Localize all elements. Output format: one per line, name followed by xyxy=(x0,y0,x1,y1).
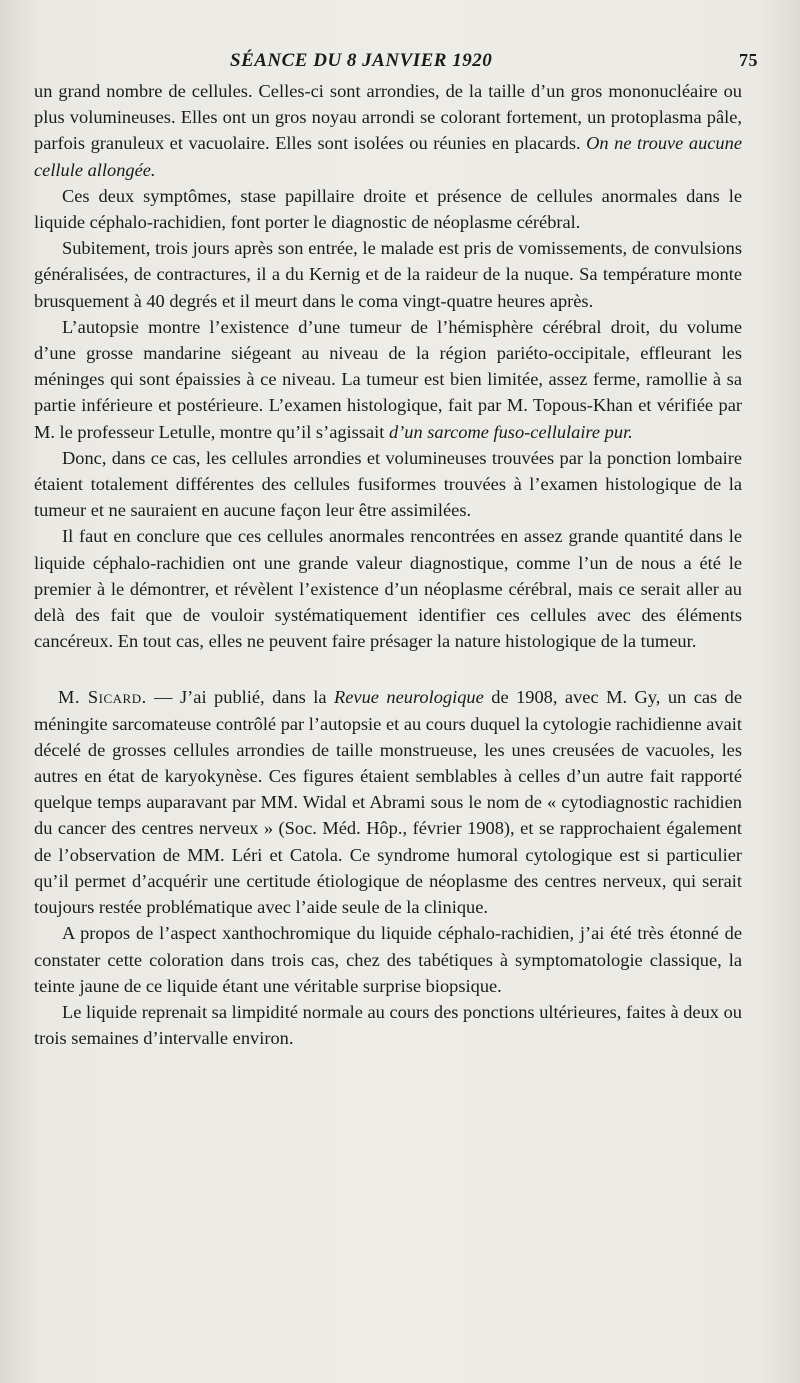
paragraph-cells-description xyxy=(34,78,742,183)
paragraph-text: A propos de l’aspect xanthochromique du liquide céphalo-rachidien, j’ai été très étonné de constater cette coloration dans trois cas, chez des tabétiques à symptomatologie classique, la teinte jaune de ce liquide étant une véritable surprise biopsique. xyxy=(34,923,742,996)
paragraph-text: — J’ai publié, dans la xyxy=(146,687,335,708)
speaker-name: M. Sicard. xyxy=(58,687,147,708)
paragraph-italic: On ne trouve aucune cellule allongée. xyxy=(34,133,742,180)
journal-title: Revue neurologique xyxy=(334,687,484,708)
paragraph-italic: d’un sarcome fuso-cellulaire pur. xyxy=(388,421,633,442)
page-header xyxy=(34,46,758,78)
paragraph-limpidity xyxy=(34,999,742,1051)
paragraph-text: Ces deux symptômes, stase papillaire droite et présence de cellules anormales dans le liquide céphalo-rachidien, font porter le diagnostic de néoplasme cérébral. xyxy=(34,185,742,233)
body-text xyxy=(34,78,742,1051)
paragraph-conclusion xyxy=(34,523,742,654)
paragraph-text: de 1908, avec M. Gy, un cas de méningite sarcomateuse contrôlé par l’autopsie et au cours duquel la cytologie rachidienne avait décelé de grosses cellules arrondies de taille monstrueuse, les unes creusées de vacuoles, les autres en état de karyokynèse. Ces figures étaient semblables à celles d’un autre fait rapporté quelque temps auparavant par MM. Widal et Abrami sous le nom de « cytodiagnostic rachidien du cancer des centres nerveux » (Soc. Méd. Hôp., février 1908), et se rapprochaient également de l’observation de MM. Léri et Catola. Ce syndrome humoral cytologique est si particulier qu’il permet d’acquérir une certitude étiologique de néoplasme des centres nerveux, qui serait toujours restée problématique avec l’aide seule de la clinique. xyxy=(34,687,743,918)
page-number: 75 xyxy=(739,50,758,70)
paragraph-text: L’autopsie montre l’existence d’une tumeur de l’hémisphère cérébral droit, du volume d’une grosse mandarine siégeant au niveau de la région pariéto-occipitale, effleurant les méninges qui sont épaissies à ce niveau. La tumeur est bien limitée, assez ferme, ramollie à sa partie inférieure et postérieure. L’examen histologique, fait par M. Topous-Khan et vérifiée par M. le professeur Letulle, montre qu’il s’agissait xyxy=(34,316,742,442)
paragraph-text: Donc, dans ce cas, les cellules arrondies et volumineuses trouvées par la ponction lombaire étaient totalement différentes des cellules fusiformes trouvées à l’examen histologique de la tumeur et ne sauraient en aucune façon leur être assimilées. xyxy=(34,447,742,521)
paragraph-sudden-onset xyxy=(34,235,742,314)
paragraph-text: Il faut en conclure que ces cellules anormales rencontrées en assez grande quantité dans le liquide céphalo-rachidien ont une grande valeur diagnostique, comme l’un de nous a été le premier à le démontrer, et révèlent l’existence d’un néoplasme cérébral, mais ce serait aller au delà des fait que de vouloir systématiquement identifier ces cellules avec des éléments cancéreux. En tout cas, elles ne peuvent faire présager la nature histologique de la tumeur. xyxy=(34,526,742,652)
paragraph-comparison xyxy=(34,445,742,524)
paragraph-sicard xyxy=(34,684,742,920)
paragraph-text: Le liquide reprenait sa limpidité normale au cours des ponctions ultérieures, faites à deux ou trois semaines d’intervalle environ. xyxy=(34,1001,742,1049)
paragraph-autopsy xyxy=(34,314,742,445)
paragraph-xanthochromia xyxy=(34,920,742,999)
paragraph-diagnosis xyxy=(34,183,742,235)
paragraph-text: un grand nombre de cellules. Celles-ci sont arrondies, de la taille d’un gros mononucléaire ou plus volumineuses. Elles ont un gros noyau arrondi se colorant fortement, un protoplasma pâle, parfois granuleux et vacuolaire. Elles sont isolées ou réunies en placards. xyxy=(34,81,742,154)
paragraph-text: Subitement, trois jours après son entrée, le malade est pris de vomissements, de convulsions généralisées, de contractures, il a du Kernig et de la raideur de la nuque. Sa température monte brusquement à 40 degrés et il meurt dans le coma vingt-quatre heures après. xyxy=(34,238,742,311)
running-head: SÉANCE DU 8 JANVIER 1920 xyxy=(230,50,493,71)
